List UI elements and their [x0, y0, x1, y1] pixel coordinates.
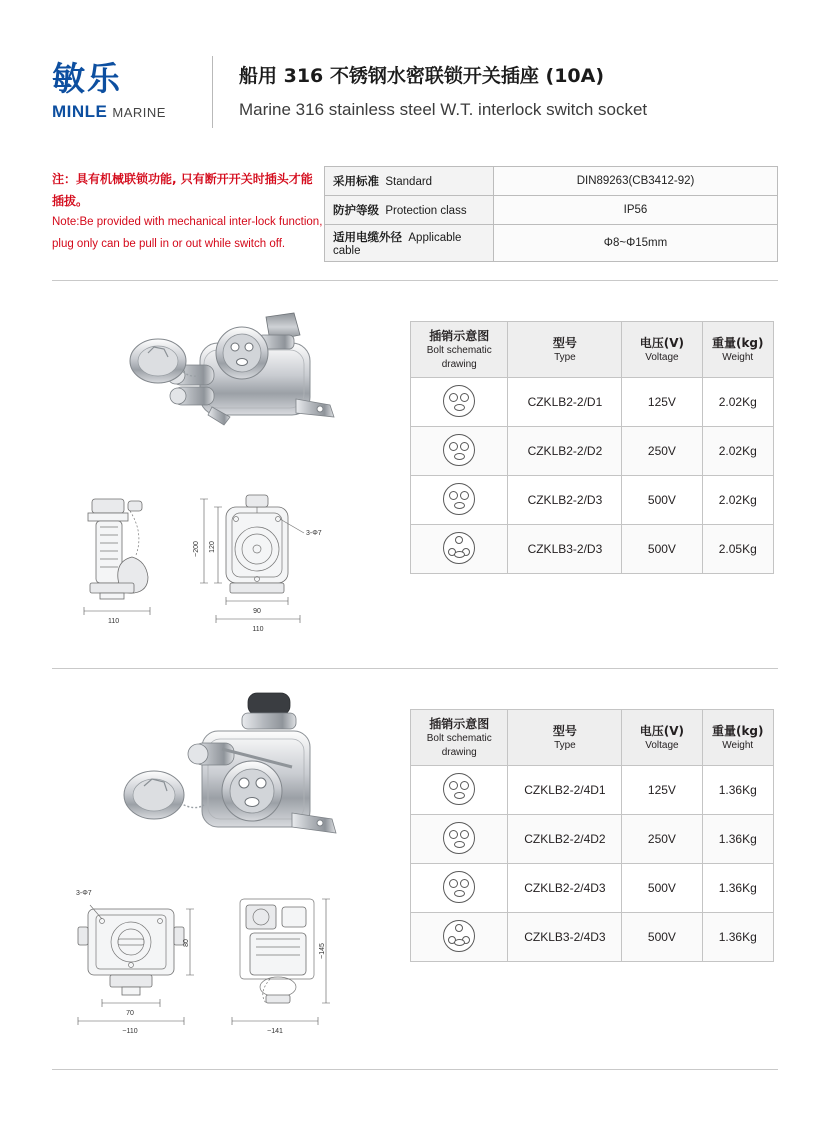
pin-diagram-cell: [411, 427, 508, 476]
logo-english-sub: MARINE: [112, 104, 166, 120]
type-cell: CZKLB2-2/4D3: [508, 864, 622, 913]
pin-diagram-cell: [411, 378, 508, 427]
header-voltage-en: Voltage: [645, 351, 679, 363]
pin-3-round-icon: [443, 385, 475, 417]
dim-label: 3-Φ7: [76, 890, 92, 897]
header-voltage-cn: 电压(V): [639, 723, 685, 738]
standard-label-en: Standard: [385, 176, 433, 188]
logo-chinese-text: 敏乐: [52, 59, 122, 98]
pin-3-round-icon: [443, 871, 475, 903]
header-voltage: [622, 710, 702, 766]
header-type: [508, 710, 622, 766]
header-titles: [239, 62, 778, 121]
weight-cell: 2.05Kg: [702, 525, 774, 574]
header-divider: [212, 56, 213, 128]
type-cell: CZKLB3-2/4D3: [508, 913, 622, 962]
weight-cell: 1.36Kg: [702, 815, 774, 864]
type-cell: CZKLB2-2/D1: [508, 378, 622, 427]
dim-label: ~110: [122, 1028, 138, 1035]
table-row: [411, 913, 774, 962]
pin-diagram-cell: [411, 913, 508, 962]
product-2-table-col: [402, 683, 778, 1043]
table-row: [325, 225, 778, 262]
header-pin: [411, 710, 508, 766]
weight-cell: 1.36Kg: [702, 913, 774, 962]
table-row: [325, 167, 778, 196]
table-row: [325, 196, 778, 225]
pin-diagram-cell: [411, 476, 508, 525]
weight-cell: 2.02Kg: [702, 378, 774, 427]
voltage-cell: 500V: [622, 525, 702, 574]
standard-value: DIN89263(CB3412-92): [494, 167, 778, 196]
section-divider-middle: [52, 668, 778, 669]
voltage-cell: 500V: [622, 913, 702, 962]
table-row: [411, 815, 774, 864]
header-type-en: Type: [554, 351, 576, 363]
header-pin-en: Bolt schematic drawing: [426, 733, 492, 758]
table-header-row: [411, 710, 774, 766]
note-line-3: plug only can be pull in or out while switch off.: [52, 237, 286, 250]
pin-3-round-icon: [443, 434, 475, 466]
pin-diagram-cell: [411, 815, 508, 864]
header-weight: [702, 322, 774, 378]
header-pin-cn: 插销示意图: [429, 717, 490, 731]
product-1-table-col: [402, 295, 778, 650]
dim-label: 80: [183, 939, 190, 947]
protection-value: IP56: [494, 196, 778, 225]
table-row: [411, 378, 774, 427]
table-row: [411, 525, 774, 574]
pin-diagram-cell: [411, 525, 508, 574]
weight-cell: 1.36Kg: [702, 766, 774, 815]
page-header: [52, 0, 778, 142]
standards-table: [324, 166, 778, 262]
pin-diagram-cell: [411, 864, 508, 913]
weight-cell: 2.02Kg: [702, 476, 774, 525]
product-2-technical-drawing: [52, 883, 402, 1043]
protection-label-en: Protection class: [385, 205, 467, 217]
type-cell: CZKLB2-2/D3: [508, 476, 622, 525]
product-1-spec-table: [410, 321, 774, 574]
cable-value: Φ8~Φ15mm: [494, 225, 778, 262]
weight-cell: 2.02Kg: [702, 427, 774, 476]
header-voltage: [622, 322, 702, 378]
table-row: [411, 476, 774, 525]
logo-english-main: MINLE: [52, 102, 108, 121]
header-type-en: Type: [554, 739, 576, 751]
note-line-1: 注：具有机械联锁功能, 只有断开开关时插头才能插拔。: [52, 172, 313, 209]
header-weight: [702, 710, 774, 766]
page-title-chinese: 船用 316 不锈钢水密联锁开关插座 (10A): [239, 65, 605, 88]
weight-cell: 1.36Kg: [702, 864, 774, 913]
type-cell: CZKLB2-2/D2: [508, 427, 622, 476]
info-row: [52, 166, 778, 262]
note-line-2: Note:Be provided with mechanical inter-lock function,: [52, 216, 323, 229]
product-1-technical-drawing: [52, 485, 402, 650]
table-row: [411, 766, 774, 815]
pin-4-round-icon: [443, 532, 475, 564]
product-2-photo: [52, 683, 402, 883]
table-row: [411, 427, 774, 476]
pin-3-round-icon: [443, 822, 475, 854]
pin-4-round-icon: [443, 920, 475, 952]
table-row: [411, 864, 774, 913]
dim-label: ~141: [267, 1028, 283, 1035]
product-section-1: [52, 295, 778, 650]
voltage-cell: 250V: [622, 815, 702, 864]
protection-label: [325, 196, 494, 225]
header-voltage-en: Voltage: [645, 739, 679, 751]
header-weight-en: Weight: [722, 351, 754, 363]
product-1-images: [52, 295, 402, 650]
standard-label-cn: 采用标准: [333, 174, 379, 188]
header-type-cn: 型号: [552, 335, 577, 350]
type-cell: CZKLB2-2/4D2: [508, 815, 622, 864]
header-type: [508, 322, 622, 378]
standard-label: [325, 167, 494, 196]
dim-label: 110: [108, 618, 120, 625]
type-cell: CZKLB3-2/D3: [508, 525, 622, 574]
cable-label: [325, 225, 494, 262]
protection-label-cn: 防护等级: [333, 203, 379, 217]
voltage-cell: 500V: [622, 864, 702, 913]
brand-logo: [52, 59, 202, 122]
dim-label: 110: [252, 626, 264, 633]
section-divider-bottom: [52, 1069, 778, 1070]
voltage-cell: 500V: [622, 476, 702, 525]
header-weight-cn: 重量(kg): [711, 723, 764, 738]
table-header-row: [411, 322, 774, 378]
dim-label: ~200: [193, 541, 200, 557]
dim-label: 120: [209, 541, 216, 553]
product-1-photo: [52, 295, 402, 485]
voltage-cell: 250V: [622, 427, 702, 476]
header-weight-en: Weight: [722, 739, 754, 751]
pin-3-round-icon: [443, 483, 475, 515]
interlock-note: [52, 166, 324, 255]
pin-3-round-icon: [443, 773, 475, 805]
type-cell: CZKLB2-2/4D1: [508, 766, 622, 815]
header-weight-cn: 重量(kg): [711, 335, 764, 350]
cable-label-en: Applicable cable: [333, 232, 462, 257]
product-2-spec-table: [410, 709, 774, 962]
header-voltage-cn: 电压(V): [639, 335, 685, 350]
dim-label: 3-Φ7: [306, 530, 322, 537]
dim-label: 90: [253, 608, 261, 615]
product-section-2: [52, 683, 778, 1043]
header-pin: [411, 322, 508, 378]
dim-label: ~145: [319, 943, 326, 959]
dim-label: 70: [126, 1010, 134, 1017]
section-divider-top: [52, 280, 778, 281]
cable-label-cn: 适用电缆外径: [333, 230, 402, 244]
voltage-cell: 125V: [622, 378, 702, 427]
logo-english: [52, 102, 202, 122]
header-type-cn: 型号: [552, 723, 577, 738]
product-2-images: [52, 683, 402, 1043]
voltage-cell: 125V: [622, 766, 702, 815]
pin-diagram-cell: [411, 766, 508, 815]
header-pin-cn: 插销示意图: [429, 329, 490, 343]
page-title-english: Marine 316 stainless steel W.T. interlock switch socket: [239, 99, 648, 119]
header-pin-en: Bolt schematic drawing: [426, 345, 492, 370]
